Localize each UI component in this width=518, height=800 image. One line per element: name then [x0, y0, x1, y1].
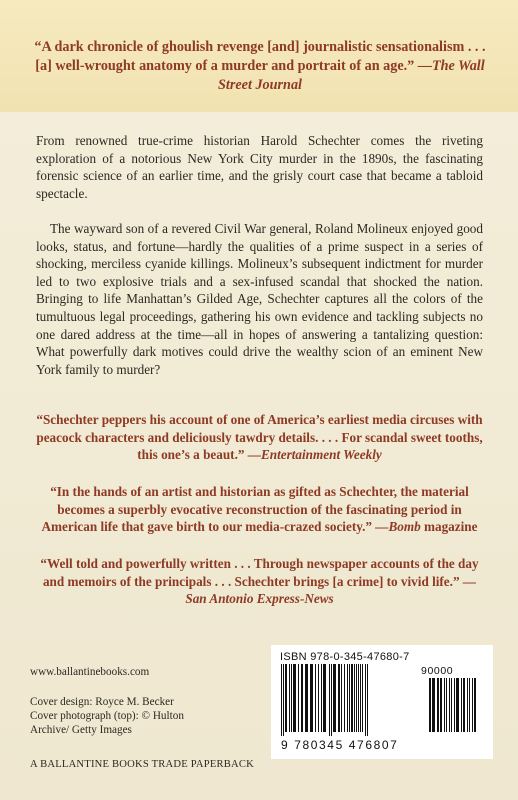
barcode-bar: [341, 664, 342, 732]
barcode-bar: [451, 678, 452, 732]
barcode-bar: [360, 664, 361, 732]
header-quote-source: —The Wall Street Journal: [218, 58, 485, 93]
review-source: —Bomb: [375, 519, 421, 535]
review-text: “Well told and powerfully written . . . Through newspaper accounts of the day and memoirs of the principals . . . Schechter brings [a crime] to vivid life.”: [40, 556, 479, 589]
review-source: —Entertainment Weekly: [247, 447, 382, 463]
barcode-bar: [351, 664, 353, 732]
description-paragraph-1: From renowned true-crime historian Harold Schechter comes the riveting exploration of a notorious New York City murder in the 1890s, the fascinating forensic science of an earlier time, and the grisly court case that became a tabloid spectacle.: [36, 133, 483, 201]
barcode-bar: [349, 664, 350, 732]
barcode-bar: [456, 678, 459, 732]
barcode-bar: [362, 664, 363, 732]
barcode-bar: [291, 664, 292, 732]
barcode-bar: [289, 664, 290, 732]
barcode-bar: [298, 664, 299, 732]
barcode-box: [271, 645, 493, 759]
review-quote: [36, 483, 483, 536]
barcode-bar: [347, 664, 348, 732]
barcode-bar: [469, 678, 470, 732]
barcode-bar: [283, 664, 284, 736]
review-source: —San Antonio Express-News: [185, 573, 477, 607]
publisher-website[interactable]: www.ballantinebooks.com: [30, 666, 150, 678]
barcode-bar: [467, 678, 468, 732]
barcode-bar: [285, 664, 287, 732]
barcode-bar: [358, 664, 359, 732]
barcode-bar: [315, 664, 316, 732]
barcode-bar: [446, 678, 447, 732]
barcode-bar: [454, 678, 455, 732]
price-addon-digits: 90000: [421, 665, 454, 677]
review-text: “In the hands of an artist and historian as gifted as Schechter, the material becomes a superbly evocative reconstruction of the fascinating period in American life that gave birth to our media-crazed society.”: [41, 484, 469, 535]
barcode-bar: [301, 664, 303, 732]
imprint-line: A BALLANTINE BOOKS TRADE PAPERBACK: [30, 759, 254, 770]
review-quote: [36, 555, 483, 608]
barcode-bar: [333, 664, 336, 732]
barcode-icon: [279, 664, 484, 738]
barcode-bar: [367, 664, 368, 736]
cover-photo-credit: Cover photograph (top): © Hulton Archive/ Getty Images: [30, 710, 184, 736]
barcode-bar: [432, 678, 435, 732]
review-suffix: magazine: [420, 519, 478, 535]
barcode-bar: [344, 664, 345, 732]
barcode-bar: [305, 664, 308, 732]
barcode-bar: [365, 664, 366, 736]
barcode-bar: [474, 678, 476, 732]
header-quote: [30, 38, 490, 95]
review-quote: [36, 411, 483, 464]
barcode-bar: [449, 678, 450, 732]
barcode-addon-bars: [429, 678, 476, 732]
barcode-bar: [444, 678, 445, 732]
barcode-bar: [429, 678, 431, 732]
barcode-bar: [321, 664, 322, 732]
barcode-bar: [437, 678, 439, 732]
barcode-main-bars: [281, 664, 368, 736]
barcode-bar: [472, 678, 473, 732]
cover-credits: [30, 695, 220, 737]
barcode-bar: [440, 678, 442, 732]
barcode-bar: [463, 678, 465, 732]
review-text: “Schechter peppers his account of one of America’s earliest media circuses with peacock characters and deliciously tawdry details. . . . For scandal sweet tooths, this one’s a beaut.”: [36, 412, 483, 463]
barcode-bar: [281, 664, 282, 736]
barcode-bar: [329, 664, 330, 736]
barcode-bar: [293, 664, 296, 732]
cover-design-credit: Cover design: Royce M. Becker: [30, 696, 174, 708]
isbn-label: ISBN 978-0-345-47680-7: [280, 651, 410, 663]
barcode-bar: [354, 664, 355, 732]
description-paragraph-2: The wayward son of a revered Civil War general, Roland Molineux enjoyed good looks, status, and fortune—hardly the qualities of a prime suspect in a series of shocking, merciless cyanide killings. Molineux’s subsequent indictment for murder led to two explosive trials and a sex-infused scandal that shocked the nation. Bringing to life Manhattan’s Gilded Age, Schechter captures all the colors of the tumultuous legal proceedings, gathering his own evidence and tackling subjects no one dared address at the time—all in hopes of answering a tantalizing question: What powerfully dark motives could drive the wealthy scion of an eminent New York family to murder?: [36, 221, 483, 377]
barcode-bar: [331, 664, 332, 736]
barcode-bar: [323, 664, 326, 732]
barcode-bar: [338, 664, 340, 732]
barcode-bar: [310, 664, 313, 732]
blurb-band: [0, 0, 518, 112]
header-quote-text: “A dark chronicle of ghoulish revenge [and] journalistic sensationalism . . . [a] well-wrought anatomy of a murder and portrait of an age.”: [34, 39, 486, 74]
barcode-bar: [356, 664, 357, 732]
barcode-bar: [461, 678, 462, 732]
ean-digits: 9 780345 476807: [281, 738, 399, 752]
barcode-bar: [318, 664, 319, 732]
